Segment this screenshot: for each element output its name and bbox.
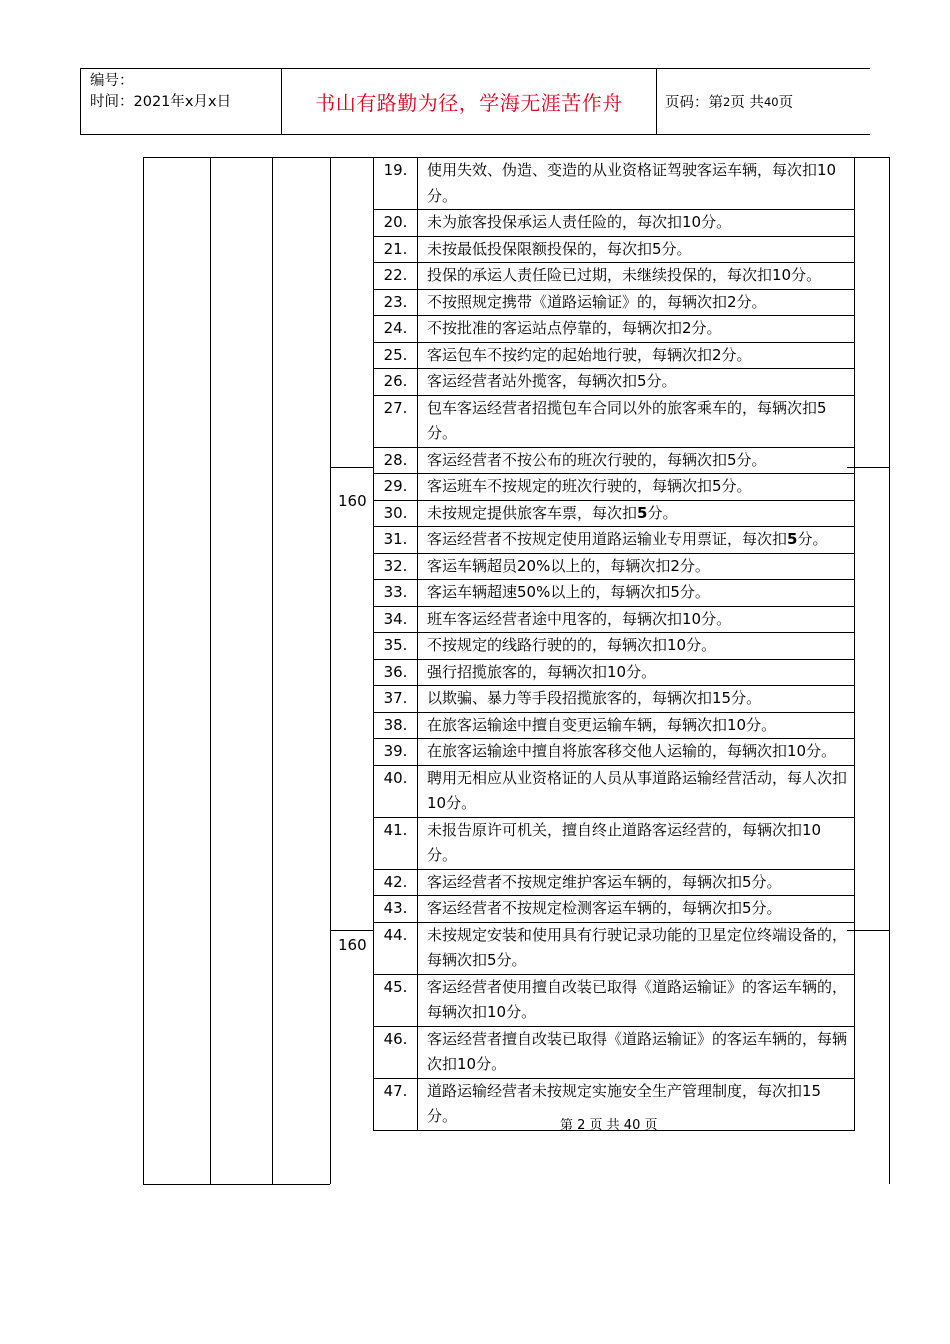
group-separator (330, 930, 373, 931)
table-row (374, 869, 855, 896)
table-bottom-border (143, 1184, 330, 1185)
item-text: 客运经营者不按规定维护客运车辆的，每辆次扣5分。 (418, 869, 855, 896)
table-row (374, 765, 855, 817)
table-row (374, 974, 855, 1026)
number-label: 编号： (90, 73, 134, 89)
item-points: 5 (787, 530, 798, 548)
header-divider-2 (656, 68, 657, 135)
item-text: 在旅客运输途中擅自变更运输车辆，每辆次扣10分。 (418, 712, 855, 739)
table-left-border (143, 157, 144, 1184)
item-number: 32. (374, 553, 418, 580)
item-text (418, 500, 855, 527)
table-row (374, 633, 855, 660)
item-number: 30. (374, 500, 418, 527)
item-number: 34. (374, 606, 418, 633)
table-row (374, 922, 855, 974)
item-number: 22. (374, 263, 418, 290)
deduction-items-table (373, 157, 855, 1131)
page-total: 40 (763, 94, 779, 109)
table-row (374, 236, 855, 263)
item-number: 23. (374, 289, 418, 316)
table-row (374, 395, 855, 447)
item-text: 客运车辆超速50%以上的，每辆次扣5分。 (418, 580, 855, 607)
item-text: 客运包车不按约定的起始地行驶，每辆次扣2分。 (418, 342, 855, 369)
item-text: 以欺骗、暴力等手段招揽旅客的，每辆次扣15分。 (418, 686, 855, 713)
item-text: 客运班车不按规定的班次行驶的，每辆次扣5分。 (418, 474, 855, 501)
table-row (374, 527, 855, 554)
page-number: 2 (723, 94, 731, 109)
item-text: 未按规定安装和使用具有行驶记录功能的卫星定位终端设备的，每辆次扣5分。 (418, 922, 855, 974)
item-text: 包车客运经营者招揽包车合同以外的旅客乘车的，每辆次扣5分。 (418, 395, 855, 447)
table-row (374, 316, 855, 343)
item-number: 27. (374, 395, 418, 447)
table-right-border (889, 157, 890, 1184)
time-label: 时间：2021年x月x日 (90, 94, 232, 110)
table-row (374, 712, 855, 739)
item-number: 36. (374, 659, 418, 686)
group-separator (330, 467, 373, 468)
item-number: 38. (374, 712, 418, 739)
page-mid: 页 共 (730, 95, 764, 111)
page-indicator (665, 68, 793, 135)
table-row (374, 739, 855, 766)
item-text: 聘用无相应从业资格证的人员从事道路运输经营活动，每人次扣10分。 (418, 765, 855, 817)
table-row (374, 553, 855, 580)
item-text: 客运经营者不按公布的班次行驶的，每辆次扣5分。 (418, 447, 855, 474)
item-number: 28. (374, 447, 418, 474)
item-text (418, 527, 855, 554)
item-points: 5 (637, 503, 648, 522)
item-text: 不按规定的线路行驶的的，每辆次扣10分。 (418, 633, 855, 660)
table-row (374, 580, 855, 607)
item-number: 20. (374, 210, 418, 237)
item-number: 42. (374, 869, 418, 896)
table-row (374, 158, 855, 210)
column-divider (272, 157, 273, 1184)
header-meta (90, 71, 231, 113)
table-row (374, 342, 855, 369)
item-text: 班车客运经营者途中甩客的，每辆次扣10分。 (418, 606, 855, 633)
item-number: 31. (374, 527, 418, 554)
item-number: 24. (374, 316, 418, 343)
motto: 书山有路勤为径，学海无涯苦作舟 (315, 91, 623, 115)
item-text: 投保的承运人责任险已过期，未继续投保的，每次扣10分。 (418, 263, 855, 290)
item-text: 客运经营者使用擅自改装已取得《道路运输证》的客运车辆的，每辆次扣10分。 (418, 974, 855, 1026)
item-text: 客运经营者不按规定检测客运车辆的，每辆次扣5分。 (418, 896, 855, 923)
item-text: 客运车辆超员20%以上的，每辆次扣2分。 (418, 553, 855, 580)
item-text: 未按最低投保限额投保的，每次扣5分。 (418, 236, 855, 263)
group-score: 160 (338, 936, 367, 954)
page-prefix: 页码：第 (665, 95, 723, 111)
table-row (374, 369, 855, 396)
header-left-border (80, 68, 81, 135)
table-row (374, 447, 855, 474)
item-number: 39. (374, 739, 418, 766)
item-number: 26. (374, 369, 418, 396)
item-number: 44. (374, 922, 418, 974)
table-row (374, 289, 855, 316)
item-number: 37. (374, 686, 418, 713)
item-number: 45. (374, 974, 418, 1026)
item-number: 41. (374, 817, 418, 869)
item-number: 33. (374, 580, 418, 607)
table-row (374, 896, 855, 923)
table-row (374, 210, 855, 237)
table-row (374, 659, 855, 686)
page-suffix: 页 (778, 95, 794, 111)
item-text: 不按批准的客运站点停靠的，每辆次扣2分。 (418, 316, 855, 343)
item-text-tail: 分。 (797, 530, 828, 548)
item-text: 客运经营者擅自改装已取得《道路运输证》的客运车辆的，每辆次扣10分。 (418, 1026, 855, 1078)
column-divider (330, 157, 331, 1184)
item-text: 强行招揽旅客的，每辆次扣10分。 (418, 659, 855, 686)
table-row (374, 686, 855, 713)
item-text-tail: 分。 (647, 503, 678, 522)
table-row (374, 817, 855, 869)
item-number: 46. (374, 1026, 418, 1078)
page-footer: 第 2 页 共 40 页 (560, 1118, 658, 1133)
item-number: 19. (374, 158, 418, 210)
table-row (374, 263, 855, 290)
table-row (374, 500, 855, 527)
item-text: 使用失效、伪造、变造的从业资格证驾驶客运车辆，每次扣10分。 (418, 158, 855, 210)
item-text-lead: 未按规定提供旅客车票，每次扣 (427, 503, 638, 522)
column-divider (210, 157, 211, 1184)
item-number: 35. (374, 633, 418, 660)
group-score: 160 (338, 492, 367, 510)
item-text-lead: 客运经营者不按规定使用道路运输业专用票证，每次扣 (427, 530, 788, 548)
table-row (374, 1026, 855, 1078)
item-text: 不按照规定携带《道路运输证》的，每辆次扣2分。 (418, 289, 855, 316)
item-number: 21. (374, 236, 418, 263)
item-number: 29. (374, 474, 418, 501)
table-row (374, 606, 855, 633)
page-header (80, 68, 870, 135)
item-text: 客运经营者站外揽客，每辆次扣5分。 (418, 369, 855, 396)
item-text: 道路运输经营者未按规定实施安全生产管理制度，每次扣15分。 (418, 1078, 855, 1130)
item-number: 47. (374, 1078, 418, 1130)
table-row (374, 474, 855, 501)
item-number: 25. (374, 342, 418, 369)
item-text: 未为旅客投保承运人责任险的，每次扣10分。 (418, 210, 855, 237)
item-number: 40. (374, 765, 418, 817)
item-text: 未报告原许可机关，擅自终止道路客运经营的，每辆次扣10分。 (418, 817, 855, 869)
item-text: 在旅客运输途中擅自将旅客移交他人运输的，每辆次扣10分。 (418, 739, 855, 766)
item-number: 43. (374, 896, 418, 923)
